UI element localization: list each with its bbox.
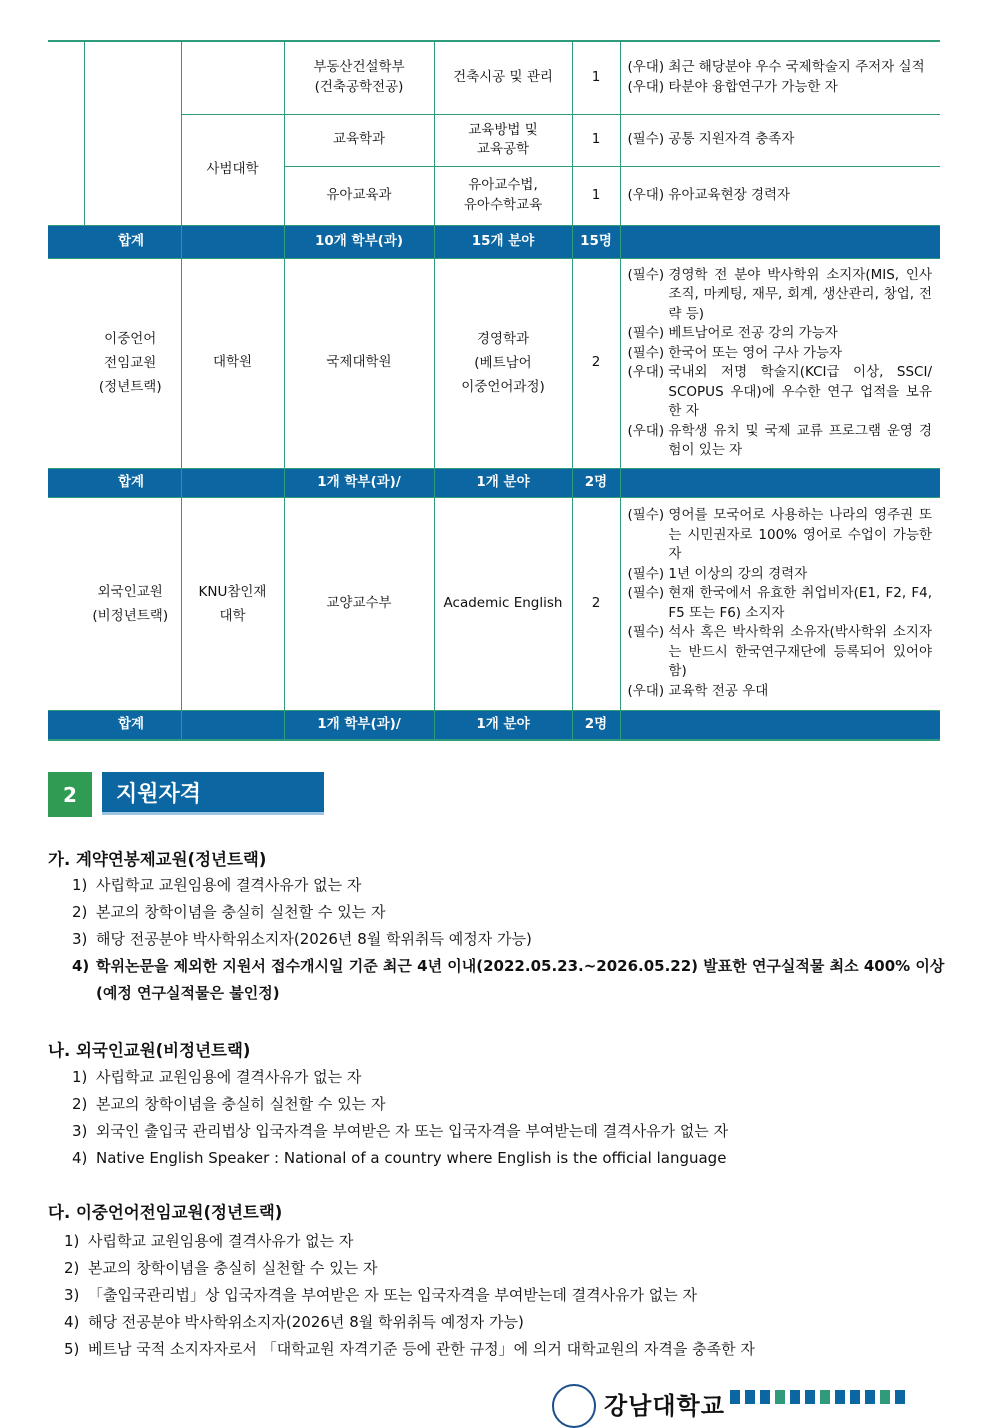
total-count: 2명: [572, 468, 620, 497]
item-text: 사립학교 교원임용에 결격사유가 없는 자: [96, 876, 362, 894]
item-number: 3): [72, 930, 88, 948]
requirement-line: [628, 130, 933, 150]
requirement-line: [628, 506, 933, 565]
item-text: 사립학교 교원임용에 결격사유가 없는 자: [88, 1232, 354, 1250]
total-empty: [620, 710, 940, 740]
total-count: 15명: [572, 225, 620, 258]
total-empty: [620, 225, 940, 258]
requirement-tag: (필수): [627, 624, 669, 640]
requirement-line: [628, 58, 933, 78]
requirement-line: [628, 78, 933, 98]
item-number: 4): [72, 1149, 88, 1167]
total-fields: 15개 분야: [434, 225, 572, 258]
requirement-text: 경영학 전 분야 박사학위 소지자(MIS, 인사조직, 마케팅, 재무, 회계, 생산관리, 창업, 전략 등): [668, 266, 932, 322]
total-college: [181, 225, 284, 258]
count-cell: 2: [572, 258, 620, 468]
requirement-line: [628, 363, 933, 422]
requirement-line: [628, 565, 933, 585]
requirements-cell: [620, 166, 940, 225]
list-item: [64, 1309, 939, 1336]
list-item: [72, 1145, 947, 1172]
total-college: [181, 468, 284, 497]
total-empty: [620, 468, 940, 497]
requirement-tag: (필수): [627, 266, 669, 283]
footer: [552, 1384, 952, 1420]
group-heading: 나. 외국인교원(비정년트랙): [48, 1041, 251, 1060]
field-cell: 유아교수법, 유아수학교육: [434, 166, 572, 225]
item-number: 2): [72, 1095, 88, 1113]
item-number: 3): [64, 1286, 80, 1304]
requirement-tag: (필수): [627, 325, 669, 341]
college-cell: KNU참인재 대학: [181, 497, 284, 710]
item-text: 본교의 창학이념을 충실히 실천할 수 있는 자: [96, 1095, 386, 1113]
requirement-line: [628, 324, 933, 344]
requirement-text: 석사 혹은 박사학위 소유자(박사학위 소지자는 반드시 한국연구재단에 등록되어 있어야 함): [668, 624, 932, 679]
requirement-text: 현재 한국에서 유효한 취업비자(E1, F2, F4, F5 또는 F6) 소지자: [668, 585, 932, 621]
requirement-text: 유학생 유치 및 국제 교류 프로그램 운영 경험이 있는 자: [668, 422, 932, 458]
count-cell: 1: [572, 114, 620, 166]
recruitment-table: [48, 40, 940, 741]
total-college: [181, 710, 284, 740]
field-cell: Academic English: [434, 497, 572, 710]
list-item: [72, 953, 947, 1007]
requirement-line: [628, 623, 933, 682]
dept-cell: 교육학과: [284, 114, 434, 166]
item-text: 사립학교 교원임용에 결격사유가 없는 자: [96, 1068, 362, 1086]
list-item: [72, 1064, 947, 1091]
total-depts: 1개 학부(과)/: [284, 468, 434, 497]
qualification-list: [72, 872, 947, 1007]
item-number: 1): [72, 876, 88, 894]
item-number: 4): [64, 1313, 80, 1331]
requirements-cell: [620, 497, 940, 710]
total-depts: 1개 학부(과)/: [284, 710, 434, 740]
requirement-text: 한국어 또는 영어 구사 가능자: [668, 344, 843, 361]
total-row: [48, 468, 940, 497]
section-number: 2: [48, 772, 92, 817]
list-item: [72, 1118, 947, 1145]
requirements-cell: [620, 41, 940, 114]
requirements-cell: [620, 114, 940, 166]
table-row: [48, 114, 940, 166]
college-cell: 사범대학: [181, 114, 284, 225]
requirement-tag: (우대): [627, 422, 669, 439]
requirement-text: 공통 지원자격 충족자: [668, 131, 795, 148]
count-cell: 1: [572, 166, 620, 225]
list-item: [72, 926, 947, 953]
list-item: [72, 899, 947, 926]
total-fields: 1개 분야: [434, 468, 572, 497]
requirement-text: 교육학 전공 우대: [668, 682, 769, 699]
requirement-text: 베트남어로 전공 강의 가능자: [668, 325, 838, 341]
list-item: [64, 1282, 939, 1309]
item-number: 4): [72, 957, 90, 975]
item-text: 본교의 창학이념을 충실히 실천할 수 있는 자: [88, 1259, 378, 1277]
college-cell: [181, 41, 284, 114]
requirement-tag: (필수): [627, 344, 669, 361]
requirement-tag: (우대): [627, 682, 669, 699]
requirement-line: [628, 682, 933, 702]
requirement-line: [628, 344, 933, 364]
item-text: 「출입국관리법」상 입국자격을 부여받은 자 또는 입국자격을 부여받는데 결격사유가 없는 자: [88, 1286, 698, 1304]
group-heading: 다. 이중언어전임교원(정년트랙): [48, 1203, 283, 1222]
table-row: [48, 258, 940, 468]
requirement-tag: (우대): [627, 78, 669, 95]
item-number: 3): [72, 1122, 88, 1140]
dept-cell: 국제대학원: [284, 258, 434, 468]
university-logo: 강남대학교: [604, 1392, 725, 1420]
requirement-tag: (필수): [627, 131, 669, 148]
university-seal-icon: [552, 1384, 596, 1428]
type-cell: [48, 41, 84, 225]
list-item: [72, 1091, 947, 1118]
item-text: Native English Speaker : National of a country where English is the official language: [96, 1149, 727, 1167]
item-text: 본교의 창학이념을 충실히 실천할 수 있는 자: [96, 903, 386, 921]
logo-stripes: [730, 1390, 905, 1404]
item-text: 학위논문을 제외한 지원서 접수개시일 기준 최근 4년 이내(2022.05.23.~2026.05.22) 발표한 연구실적물 최소 400% 이상(예정 연구실적물은 불인정): [96, 957, 945, 1002]
college-cell: 대학원: [181, 258, 284, 468]
item-number: 5): [64, 1340, 80, 1358]
requirement-line: [628, 266, 933, 325]
count-cell: 1: [572, 41, 620, 114]
item-text: 베트남 국적 소지자자로서 「대학교원 자격기준 등에 관한 규정」에 의거 대학교원의 자격을 충족한 자: [88, 1340, 755, 1358]
total-row: [48, 710, 940, 740]
requirement-tag: (우대): [627, 59, 669, 76]
total-label: 합계: [48, 468, 181, 497]
requirement-tag: (필수): [627, 565, 669, 582]
type-cell: 외국인교원 (비정년트랙): [48, 497, 181, 710]
list-item: [64, 1255, 939, 1282]
requirement-text: 영어를 모국어로 사용하는 나라의 영주권 또는 시민권자로 100% 영어로 수업이 가능한 자: [668, 507, 932, 562]
qualification-list: [72, 1064, 947, 1172]
table-row: [48, 41, 940, 114]
total-label: 합계: [48, 225, 181, 258]
total-row: [48, 225, 940, 258]
table-row: [48, 497, 940, 710]
type-cell: 이중언어 전임교원 (정년트랙): [48, 258, 181, 468]
list-item: [72, 872, 947, 899]
item-text: 해당 전공분야 박사학위소지자(2026년 8월 학위취득 예정자 가능): [88, 1313, 524, 1331]
requirements-cell: [620, 258, 940, 468]
group-heading: 가. 계약연봉제교원(정년트랙): [48, 850, 267, 869]
field-cell: 건축시공 및 관리: [434, 41, 572, 114]
requirement-text: 국내외 저명 학술지(KCI급 이상, SSCI/ SCOPUS 우대)에 우수한 연구 업적을 보유한 자: [668, 364, 932, 419]
total-fields: 1개 분야: [434, 710, 572, 740]
requirement-tag: (필수): [627, 585, 669, 601]
item-text: 해당 전공분야 박사학위소지자(2026년 8월 학위취득 예정자 가능): [96, 930, 532, 948]
requirement-line: [628, 186, 933, 206]
item-number: 2): [72, 903, 88, 921]
requirement-text: 최근 해당분야 우수 국제학술지 주저자 실적: [668, 59, 925, 76]
total-count: 2명: [572, 710, 620, 740]
section-title: 지원자격: [102, 772, 324, 815]
list-item: [64, 1228, 939, 1255]
list-item: [64, 1336, 939, 1363]
requirement-line: [628, 422, 933, 461]
type-cell-cont: [84, 41, 181, 225]
field-cell: 교육방법 및 교육공학: [434, 114, 572, 166]
dept-cell: 부동산건설학부 (건축공학전공): [284, 41, 434, 114]
requirement-tag: (우대): [627, 364, 669, 380]
field-cell: 경영학과 (베트남어 이중언어과정): [434, 258, 572, 468]
requirement-line: [628, 584, 933, 623]
item-number: 1): [64, 1232, 80, 1250]
requirement-text: 타분야 융합연구가 가능한 자: [668, 78, 838, 95]
requirement-text: 1년 이상의 강의 경력자: [668, 565, 808, 582]
total-depts: 10개 학부(과): [284, 225, 434, 258]
requirement-tag: (필수): [627, 507, 669, 523]
item-number: 2): [64, 1259, 80, 1277]
item-number: 1): [72, 1068, 88, 1086]
count-cell: 2: [572, 497, 620, 710]
requirement-text: 유아교육현장 경력자: [668, 186, 791, 203]
dept-cell: 교양교수부: [284, 497, 434, 710]
qualification-list: [64, 1228, 939, 1363]
requirement-tag: (우대): [627, 186, 669, 203]
total-label: 합계: [48, 710, 181, 740]
item-text: 외국인 출입국 관리법상 입국자격을 부여받은 자 또는 입국자격을 부여받는데 결격사유가 없는 자: [96, 1122, 729, 1140]
dept-cell: 유아교육과: [284, 166, 434, 225]
